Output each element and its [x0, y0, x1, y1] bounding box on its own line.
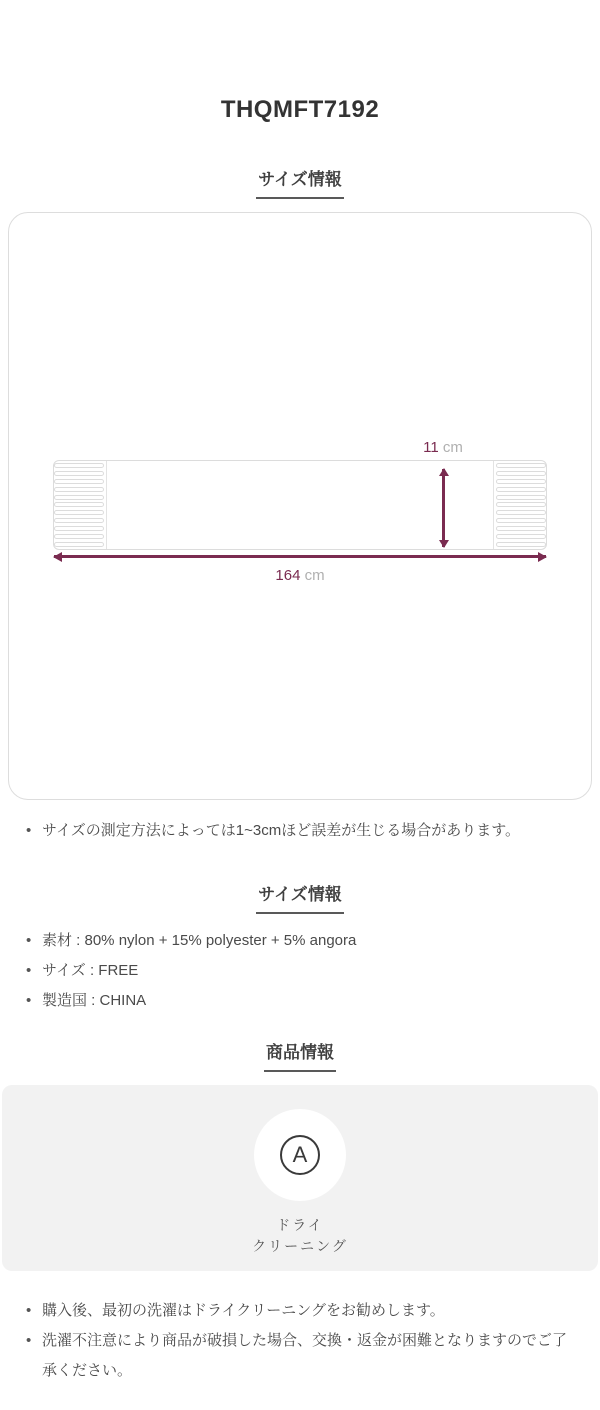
bullet-icon: •: [26, 1332, 32, 1349]
material-item-size: サイズ : FREE: [42, 962, 139, 979]
bullet-icon: •: [26, 962, 32, 979]
width-measure-arrow: [54, 555, 546, 558]
fringe-strand: [54, 510, 104, 515]
bullet-icon: •: [26, 932, 32, 949]
product-info-heading: 商品情報: [264, 1042, 336, 1072]
page-title: THQMFT7192: [220, 96, 380, 123]
scarf-fringe-divider-right: [493, 461, 494, 549]
width-unit: cm: [304, 567, 325, 584]
height-value: 11: [423, 439, 439, 456]
care-note-damage: 洗濯不注意により商品が破損した場合、交換・返金が困難となりますのでご了承ください。: [42, 1332, 568, 1379]
fringe-strand: [496, 471, 546, 476]
list-item: [26, 960, 574, 982]
fringe-strand: [54, 526, 104, 531]
bullet-icon: •: [26, 1302, 32, 1319]
size-info-heading: サイズ情報: [256, 169, 344, 199]
care-symbol-letter: A: [292, 1142, 308, 1167]
dry-cleaning-icon: [280, 1135, 320, 1175]
fringe-strand: [496, 518, 546, 523]
list-item: [26, 820, 574, 842]
fringe-strand: [496, 479, 546, 484]
list-item: [26, 1296, 574, 1326]
scarf-body-outline: [53, 460, 547, 550]
fringe-strand: [496, 495, 546, 500]
fringe-strand: [54, 479, 104, 484]
scarf-fringe-left: [54, 463, 104, 547]
product-section-heading-wrap: [0, 1042, 600, 1072]
size-note-text: サイズの測定方法によっては1~3cmほど誤差が生じる場合があります。: [42, 822, 521, 839]
fringe-strand: [496, 542, 546, 547]
height-measure-arrow: [442, 469, 445, 547]
care-label-line2: クリーニング: [252, 1238, 348, 1254]
fringe-strand: [54, 487, 104, 492]
fringe-strand: [54, 463, 104, 468]
care-label: [2, 1215, 598, 1257]
size-diagram-panel: [8, 212, 592, 800]
care-instruction-panel: [2, 1085, 598, 1271]
fringe-strand: [54, 518, 104, 523]
width-measurement-label: [53, 567, 547, 585]
fringe-strand: [496, 510, 546, 515]
fringe-strand: [54, 542, 104, 547]
material-list: [26, 930, 574, 1012]
material-section-heading-wrap: [0, 884, 600, 914]
care-label-line1: ドライ: [276, 1217, 324, 1233]
care-note-list: [26, 1296, 574, 1410]
fringe-strand: [54, 495, 104, 500]
bullet-icon: •: [26, 992, 32, 1009]
care-symbol-background: [254, 1109, 346, 1201]
fringe-strand: [496, 502, 546, 507]
fringe-strand: [496, 463, 546, 468]
material-item-fabric: 素材 : 80% nylon + 15% polyester + 5% angora: [42, 932, 357, 949]
bullet-icon: •: [26, 822, 32, 839]
width-value: 164: [275, 567, 301, 584]
height-measurement-label: [423, 439, 463, 456]
material-info-heading: サイズ情報: [256, 884, 344, 914]
fringe-strand: [54, 471, 104, 476]
fringe-strand: [54, 502, 104, 507]
list-item: [26, 1326, 574, 1386]
fringe-strand: [496, 526, 546, 531]
height-unit: cm: [442, 439, 463, 456]
list-item: [26, 990, 574, 1012]
scarf-diagram: [53, 439, 547, 584]
scarf-fringe-right: [496, 463, 546, 547]
fringe-strand: [496, 487, 546, 492]
list-item: [26, 930, 574, 952]
scarf-fringe-divider-left: [106, 461, 107, 549]
care-note-first-wash: 購入後、最初の洗濯はドライクリーニングをお勧めします。: [42, 1302, 445, 1319]
material-item-country: 製造国 : CHINA: [42, 992, 147, 1009]
fringe-strand: [54, 534, 104, 539]
fringe-strand: [496, 534, 546, 539]
size-note-list: [26, 820, 574, 842]
size-diagram-section-heading-wrap: [0, 169, 600, 199]
